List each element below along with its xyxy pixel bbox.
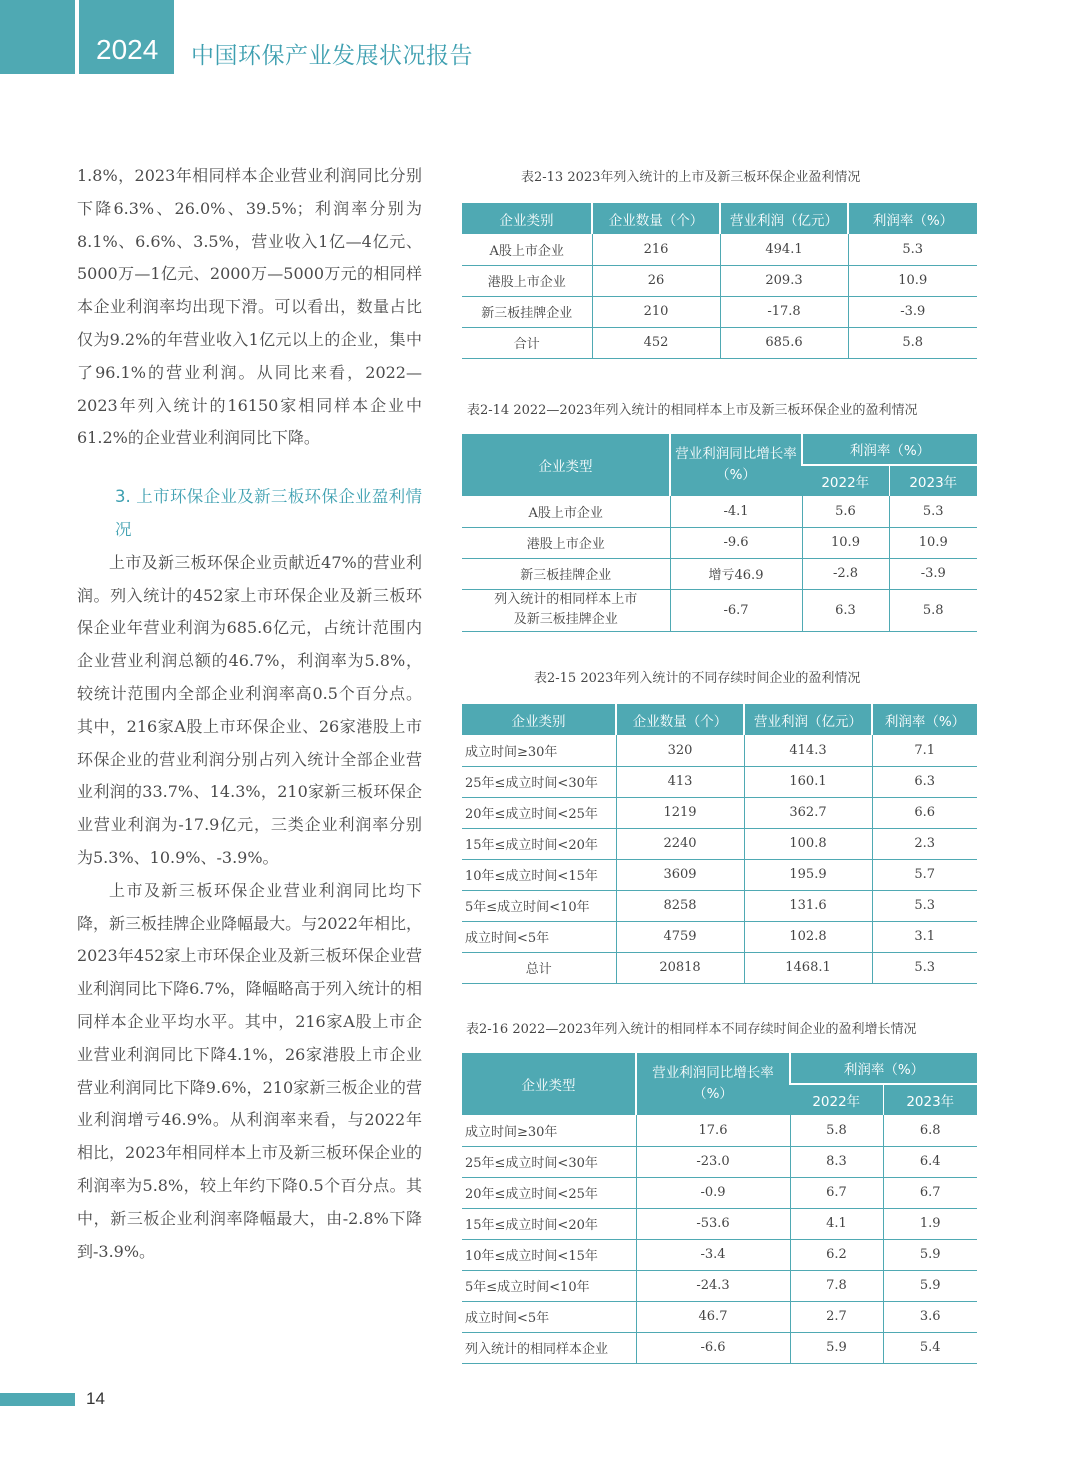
table-2-16 [462, 1053, 977, 1364]
table-2-14-caption: 表2-14 2022—2023年列入统计的相同样本上市及新三板环保企业的盈利情况 [467, 403, 918, 418]
table-cell: 4759 [616, 921, 744, 952]
table-cell: 5.8 [889, 589, 977, 631]
table-row [462, 1239, 977, 1270]
table-cell: 10.9 [802, 527, 889, 558]
table-header-cell: 企业类别 [462, 203, 592, 234]
table-cell: 港股上市企业 [462, 527, 670, 558]
table-cell: 增亏46.9 [670, 558, 802, 589]
table-row [462, 1146, 977, 1177]
table-cell: 8258 [616, 890, 744, 921]
table-cell: 列入统计的相同样本企业 [462, 1332, 636, 1363]
table-cell: 413 [616, 766, 744, 797]
table-row [462, 558, 977, 589]
report-title: 中国环保产业发展状况报告 [191, 43, 473, 69]
table-cell: 成立时间≥30年 [462, 1115, 636, 1146]
table-row [462, 1332, 977, 1363]
table-cell: 131.6 [744, 890, 872, 921]
table-cell: 5.7 [872, 859, 977, 890]
table-row [462, 265, 977, 296]
table-cell: 6.3 [802, 589, 889, 631]
table-header-cell: 营业利润同比增长率（%） [636, 1053, 790, 1115]
table-cell: -9.6 [670, 527, 802, 558]
table-cell: 362.7 [744, 797, 872, 828]
table-cell: 15年≤成立时间<20年 [462, 1208, 636, 1239]
table-header-cell: 2022年 [790, 1084, 883, 1115]
table-header-cell: 营业利润同比增长率（%） [670, 434, 802, 496]
table-cell: 2.7 [790, 1301, 883, 1332]
table-cell: 210 [592, 296, 720, 327]
table-header-cell: 利润率（%） [848, 203, 977, 234]
table-cell: -0.9 [636, 1177, 790, 1208]
table-cell: -24.3 [636, 1270, 790, 1301]
table-cell: 4.1 [790, 1208, 883, 1239]
table-cell: 320 [616, 735, 744, 766]
table-cell: A股上市企业 [462, 496, 670, 527]
table-cell: 3.1 [872, 921, 977, 952]
table-cell: 685.6 [720, 327, 848, 358]
table-cell: 5.3 [848, 234, 977, 265]
table-cell: 合计 [462, 327, 592, 358]
table-cell: 20818 [616, 952, 744, 983]
table-cell: 5年≤成立时间<10年 [462, 1270, 636, 1301]
table-2-13 [462, 203, 977, 359]
table-cell: 6.2 [790, 1239, 883, 1270]
table-2-15-caption: 表2-15 2023年列入统计的不同存续时间企业的盈利情况 [534, 671, 861, 686]
table-cell: 1.9 [883, 1208, 977, 1239]
footer-bar [0, 1393, 75, 1406]
table-cell: 15年≤成立时间<20年 [462, 828, 616, 859]
paragraph-1: 1.8%，2023年相同样本企业营业利润同比分别下降6.3%、26.0%、39.5%；利润率分别为8.1%、6.6%、3.5%，营业收入1亿—4亿元、5000万—1亿元、2000万—5000万元的相同样本企业利润率均出现下滑。可以看出，数量占比仅为9.2%的年营业收入1亿元以上的企业，集中了96.1%的营业利润。从同比来看，2022—2023年列入统计的16150家相同样本企业中61.2%的企业营业利润同比下降。 [77, 166, 422, 448]
table-row [462, 797, 977, 828]
table-cell: 10年≤成立时间<15年 [462, 1239, 636, 1270]
table-cell: 100.8 [744, 828, 872, 859]
table-row [462, 327, 977, 358]
table-cell: 成立时间<5年 [462, 921, 616, 952]
table-cell: 102.8 [744, 921, 872, 952]
table-cell: 216 [592, 234, 720, 265]
table-cell: 6.3 [872, 766, 977, 797]
table-2-16-caption: 表2-16 2022—2023年列入统计的相同样本不同存续时间企业的盈利增长情况 [466, 1022, 917, 1037]
table-cell: 10.9 [848, 265, 977, 296]
table-cell: 成立时间<5年 [462, 1301, 636, 1332]
table-row [462, 1115, 977, 1146]
table-cell: 3609 [616, 859, 744, 890]
table-cell: 7.8 [790, 1270, 883, 1301]
table-2-15 [462, 704, 977, 984]
table-cell: -17.8 [720, 296, 848, 327]
section-heading: 3. 上市环保企业及新三板环保企业盈利情况 [115, 487, 422, 539]
table-header-cell: 2023年 [889, 465, 977, 496]
table-cell: 成立时间≥30年 [462, 735, 616, 766]
table-cell: 列入统计的相同样本上市及新三板挂牌企业 [462, 589, 670, 631]
table-row [462, 1208, 977, 1239]
table-header-cell: 营业利润（亿元） [744, 704, 872, 735]
table-cell: 3.6 [883, 1301, 977, 1332]
table-row [462, 1177, 977, 1208]
table-cell: 港股上市企业 [462, 265, 592, 296]
table-row [462, 234, 977, 265]
table-header-cell: 营业利润（亿元） [720, 203, 848, 234]
table-row [462, 766, 977, 797]
table-cell: -6.6 [636, 1332, 790, 1363]
table-cell: 26 [592, 265, 720, 296]
table-cell: -4.1 [670, 496, 802, 527]
table-cell: 5.9 [883, 1270, 977, 1301]
table-cell: A股上市企业 [462, 234, 592, 265]
report-year: 2024 [96, 34, 159, 65]
table-cell: 10年≤成立时间<15年 [462, 859, 616, 890]
page-number: 14 [86, 1389, 105, 1408]
table-cell: -3.4 [636, 1239, 790, 1270]
table-cell: 6.7 [883, 1177, 977, 1208]
paragraph-3: 上市及新三板环保企业营业利润同比均下降，新三板挂牌企业降幅最大。与2022年相比，2023年452家上市环保企业及新三板环保企业营业利润同比下降6.7%，降幅略高于列入统计的相同样本企业平均水平。其中，216家A股上市企业营业利润同比下降4.1%，26家港股上市企业营业利润同比下降9.6%，210家新三板企业的营业利润增亏46.9%。从利润率来看，与2022年相比，2023年相同样本上市及新三板环保企业的利润率为5.8%，较上年约下降0.5个百分点。其中，新三板企业利润率降幅最大，由-2.8%下降到-3.9%。 [77, 880, 422, 1261]
table-2-14 [462, 434, 977, 632]
table-cell: -53.6 [636, 1208, 790, 1239]
table-cell: 5.3 [889, 496, 977, 527]
table-cell: -6.7 [670, 589, 802, 631]
table-cell: 20年≤成立时间<25年 [462, 1177, 636, 1208]
table-cell: 1219 [616, 797, 744, 828]
table-header-cell: 企业类别 [462, 704, 616, 735]
body-text-column [77, 160, 422, 1268]
table-header-cell: 利润率（%） [872, 704, 977, 735]
table-row [462, 921, 977, 952]
table-cell: 6.6 [872, 797, 977, 828]
header-band [0, 0, 75, 74]
table-cell: 46.7 [636, 1301, 790, 1332]
table-cell: 5.3 [872, 952, 977, 983]
table-header-cell: 企业数量（个） [592, 203, 720, 234]
table-cell: 6.8 [883, 1115, 977, 1146]
table-cell: -3.9 [889, 558, 977, 589]
table-row [462, 890, 977, 921]
table-cell: 5.9 [790, 1332, 883, 1363]
table-row [462, 735, 977, 766]
table-cell: 5.9 [883, 1239, 977, 1270]
table-cell: 5.8 [790, 1115, 883, 1146]
table-cell: 209.3 [720, 265, 848, 296]
table-cell: 2.3 [872, 828, 977, 859]
table-cell: 2240 [616, 828, 744, 859]
table-cell: 160.1 [744, 766, 872, 797]
table-cell: 6.4 [883, 1146, 977, 1177]
table-cell: 新三板挂牌企业 [462, 296, 592, 327]
table-cell: 6.7 [790, 1177, 883, 1208]
table-2-13-caption: 表2-13 2023年列入统计的上市及新三板环保企业盈利情况 [521, 170, 861, 185]
table-cell: 5年≤成立时间<10年 [462, 890, 616, 921]
table-row [462, 828, 977, 859]
table-cell: 20年≤成立时间<25年 [462, 797, 616, 828]
table-header-cell: 企业数量（个） [616, 704, 744, 735]
table-cell: 195.9 [744, 859, 872, 890]
table-cell: -2.8 [802, 558, 889, 589]
table-cell: 414.3 [744, 735, 872, 766]
table-cell: 5.3 [872, 890, 977, 921]
paragraph-2: 上市及新三板环保企业贡献近47%的营业利润。列入统计的452家上市环保企业及新三板环保企业年营业利润为685.6亿元，占统计范围内企业营业利润总额的46.7%，利润率为5.8%，较统计范围内全部企业利润率高0.5个百分点。其中，216家A股上市环保企业、26家港股上市环保企业的营业利润分别占列入统计全部企业营业利润的33.7%、14.3%，210家新三板环保企业营业利润为-17.9亿元，三类企业利润率分别为5.3%、10.9%、-3.9%。 [77, 552, 422, 867]
table-cell: 25年≤成立时间<30年 [462, 766, 616, 797]
table-header-cell: 利润率（%） [802, 434, 977, 465]
table-row [462, 859, 977, 890]
table-cell: 17.6 [636, 1115, 790, 1146]
table-cell: 7.1 [872, 735, 977, 766]
table-row [462, 952, 977, 983]
table-cell: 5.8 [848, 327, 977, 358]
table-row [462, 589, 977, 631]
table-cell: 8.3 [790, 1146, 883, 1177]
table-cell: 452 [592, 327, 720, 358]
table-header-cell: 企业类型 [462, 1053, 636, 1115]
table-header-cell: 2023年 [883, 1084, 977, 1115]
table-row [462, 1270, 977, 1301]
table-cell: 总计 [462, 952, 616, 983]
table-row [462, 296, 977, 327]
table-cell: 新三板挂牌企业 [462, 558, 670, 589]
table-cell: 10.9 [889, 527, 977, 558]
table-cell: 25年≤成立时间<30年 [462, 1146, 636, 1177]
table-header-cell: 企业类型 [462, 434, 670, 496]
table-cell: 494.1 [720, 234, 848, 265]
table-row [462, 1301, 977, 1332]
table-cell: 5.6 [802, 496, 889, 527]
table-cell: -3.9 [848, 296, 977, 327]
table-cell: 5.4 [883, 1332, 977, 1363]
table-header-cell: 2022年 [802, 465, 889, 496]
table-row [462, 527, 977, 558]
table-cell: 1468.1 [744, 952, 872, 983]
table-header-cell: 利润率（%） [790, 1053, 977, 1084]
table-row [462, 496, 977, 527]
table-cell: -23.0 [636, 1146, 790, 1177]
